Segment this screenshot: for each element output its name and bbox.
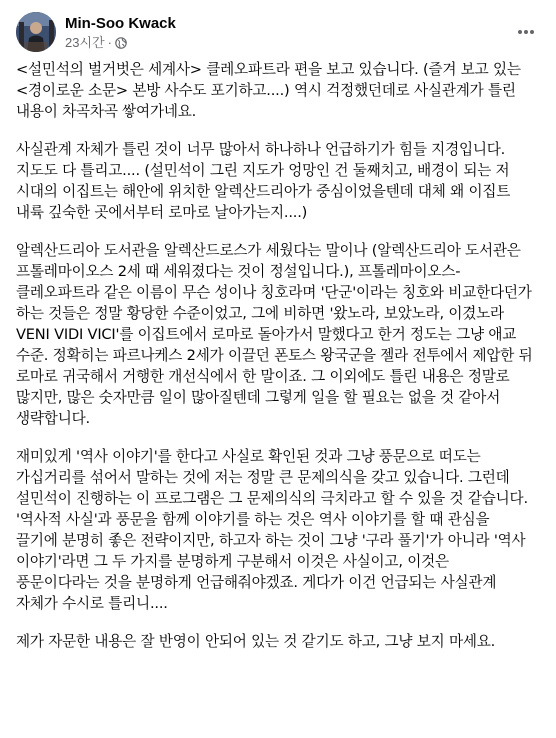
more-horizontal-icon [516,22,536,42]
more-options-button[interactable] [512,18,540,46]
post-paragraph: 재미있게 '역사 이야기'를 한다고 사실로 확인된 것과 그냥 풍문으로 떠도는 가십거리를 섞어서 말하는 것에 저는 정말 큰 문제의식을 갖고 있습니다. 그런데 설민석이 진행하는 이 프로그램은 그 문제의식의 극치라고 할 수 있을 것 같습니다. '역사적 사실'과 풍문을 함께 이야기를 하는 것은 역사 이야기를 할 때 관심을 끌기에 분명히 좋은 전략이지만, 하고자 하는 것이 그냥 '구라 풀기'가 아니라 '역사 이야기'라면 그 두 가지를 분명하게 구분해서 이것은 사실이고, 이것은 풍문이다라는 것을 분명하게 언급해줘야겠죠. 게다가 이건 언급되는 사실관계 자체가 수시로 틀리니.... [16,448,528,612]
globe-icon [115,36,127,48]
post-timestamp[interactable]: 23시간 [65,34,105,50]
post-paragraph: 사실관계 자체가 틀린 것이 너무 많아서 하나하나 언급하기가 힘들 지경입니다. 지도도 다 틀리고.... (설민석이 그린 지도가 엉망인 건 둘째치고, 배경이 되는 저 시대의 이집트는 해안에 위치한 알렉산드리아가 중심이었을텐데 대체 왜 이집트 내륙 깊숙한 곳에서부터 로마로 날아가는지....) [16,141,511,221]
author-avatar[interactable] [16,12,56,52]
post-paragraph: <설민석의 벌거벗은 세계사> 클레오파트라 편을 보고 있습니다. (즐겨 보고 있는 <경이로운 소문> 본방 사수도 포기하고....) 역시 걱정했던데로 사실관계가 틀린 내용이 차곡차곡 쌓여가네요. [16,61,521,120]
post-paragraph: 알렉산드리아 도서관을 알렉산드로스가 세웠다는 말이나 (알렉산드리아 도서관은 프톨레마이오스 2세 때 세워졌다는 것이 정설입니다.), 프톨레마이오스-클레오파트라 같은 이름이 무슨 성이나 칭호라며 '단군'이라는 칭호와 비교한다던가 하는 것들은 정말 황당한 수준이었고, 그에 비하면 '왔노라, 보았노라, 이겼노라 VENI VIDI VICI'를 이집트에서 로마로 돌아가서 말했다고 한거 정도는 그냥 애교 수준. 정확히는 파르나케스 2세가 이끌던 폰토스 왕국군을 젤라 전투에서 제압한 뒤 로마로 귀국해서 거행한 개선식에서 한 말이죠. 그 이외에도 틀린 내용은 정말로 많지만, 많은 숫자만큼 일이 많아질텐데 그렇게 일을 할 필요는 없을 것 같아서 생략합니다. [16,242,533,427]
post-body [16,59,534,669]
post-subline [65,34,176,51]
post-meta [65,14,176,51]
avatar-photo [16,12,56,52]
separator-dot: · [107,34,112,50]
post-header [16,12,540,52]
post-paragraph: 제가 자문한 내용은 잘 반영이 안되어 있는 것 같기도 하고, 그냥 보지 마세요. [16,633,496,650]
author-name[interactable]: Min-Soo Kwack [65,14,176,32]
